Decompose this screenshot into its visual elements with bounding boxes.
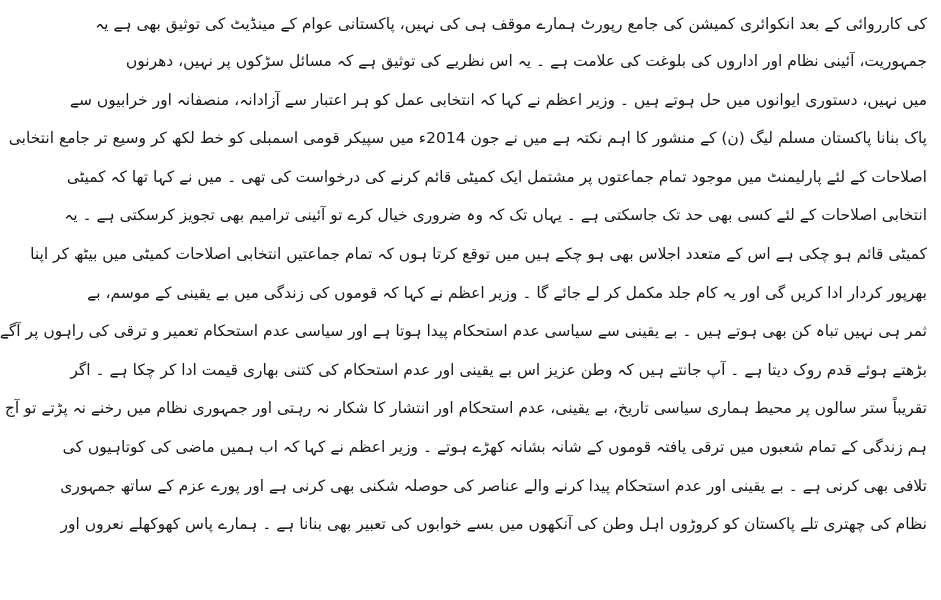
article-line: ہم زندگی کے تمام شعبوں میں ترقی یافتہ قوموں کے شانہ بشانہ کھڑے ہوتے ۔ وزیر اعظم نے کہا کہ اب ہمیں ماضی کی کوتاہیوں کی — [62, 437, 927, 456]
article-line: نظام کی چھتری تلے پاکستان کو کروڑوں اہل وطن کی آنکھوں میں بسے خوابوں کی تعبیر بھی بنانا ہے ۔ ہمارے پاس کھوکھلے نعروں اور — [60, 515, 927, 534]
article-line: بڑھتے ہوئے قدم روک دیتا ہے ۔ آپ جانتے ہیں کہ وطن عزیز اس بے یقینی اور عدم استحکام کی کتنی بھاری قیمت ادا کر چکا ہے ۔ اگر — [70, 360, 927, 379]
article-line: اصلاحات کے لئے پارلیمنٹ میں موجود تمام جماعتوں پر مشتمل ایک کمیٹی قائم کرنے کی درخواست کی تھی ۔ میں نے کہا تھا کہ کمیٹی — [66, 167, 927, 186]
article-line: کی کارروائی کے بعد انکوائری کمیشن کی جامع رپورٹ ہمارے موقف ہی کی نہیں، پاکستانی عوام کے مینڈیٹ کی توثیق بھی ہے یہ — [95, 15, 927, 33]
article-line: تقریباً ستر سالوں پر محیط ہماری سیاسی تاریخ، بے یقینی، عدم استحکام اور انتشار کا شکار نہ رہتی اور جمہوری نظام میں رخنے نہ پڑتے تو آج — [4, 399, 927, 418]
article-body — [0, 6, 927, 600]
article-line: جمہوریت، آئینی نظام اور اداروں کی بلوغت کی علامت ہے ۔ یہ اس نظریے کی توثیق ہے کہ مسائل سڑکوں پر نہیں، دھرنوں — [125, 52, 927, 70]
article-line: پاک بنانا پاکستان مسلم لیگ (ن) کے منشور کا اہم نکتہ ہے میں نے جون 2014ء میں سپیکر قومی اسمبلی کو خط لکھ کر وسیع تر جامع انتخابی — [8, 129, 927, 148]
article-line: ثمر ہی نہیں تباہ کن بھی ہوتے ہیں ۔ بے یقینی سے سیاسی عدم استحکام پیدا ہوتا ہے اور سیاسی عدم استحکام تعمیر و ترقی کی راہوں پر آگے — [0, 322, 927, 341]
article-line: انتخابی اصلاحات کے لئے کسی بھی حد تک جاسکتی ہے ۔ یہاں تک کہ وہ ضروری خیال کرے تو آئینی ترامیم بھی تجویز کرسکتی ہے ۔ یہ — [64, 206, 927, 225]
article-line: میں نہیں، دستوری ایوانوں میں حل ہوتے ہیں ۔ وزیر اعظم نے کہا کہ انتخابی عمل کو ہر اعتبار سے آزادانہ، منصفانہ اور خرابیوں سے — [69, 90, 927, 109]
article-line: تلافی بھی کرنی ہے ۔ بے یقینی اور عدم استحکام پیدا کرنے والے عناصر کی حوصلہ شکنی بھی کرنی ہے اور پورے عزم کے ساتھ جمہوری — [60, 476, 927, 495]
article-line: کمیٹی قائم ہو چکی ہے اس کے متعدد اجلاس بھی ہو چکے ہیں میں توقع کرتا ہوں کہ تمام جماعتیں انتخابی اصلاحات کمیٹی میں بیٹھ کر اپنا — [30, 244, 927, 263]
article-line: بھرپور کردار ادا کریں گی اور یہ کام جلد مکمل کر لے جائے گا ۔ وزیر اعظم نے کہا کہ قوموں کی زندگی میں بے یقینی کے موسم، بے — [87, 283, 927, 302]
